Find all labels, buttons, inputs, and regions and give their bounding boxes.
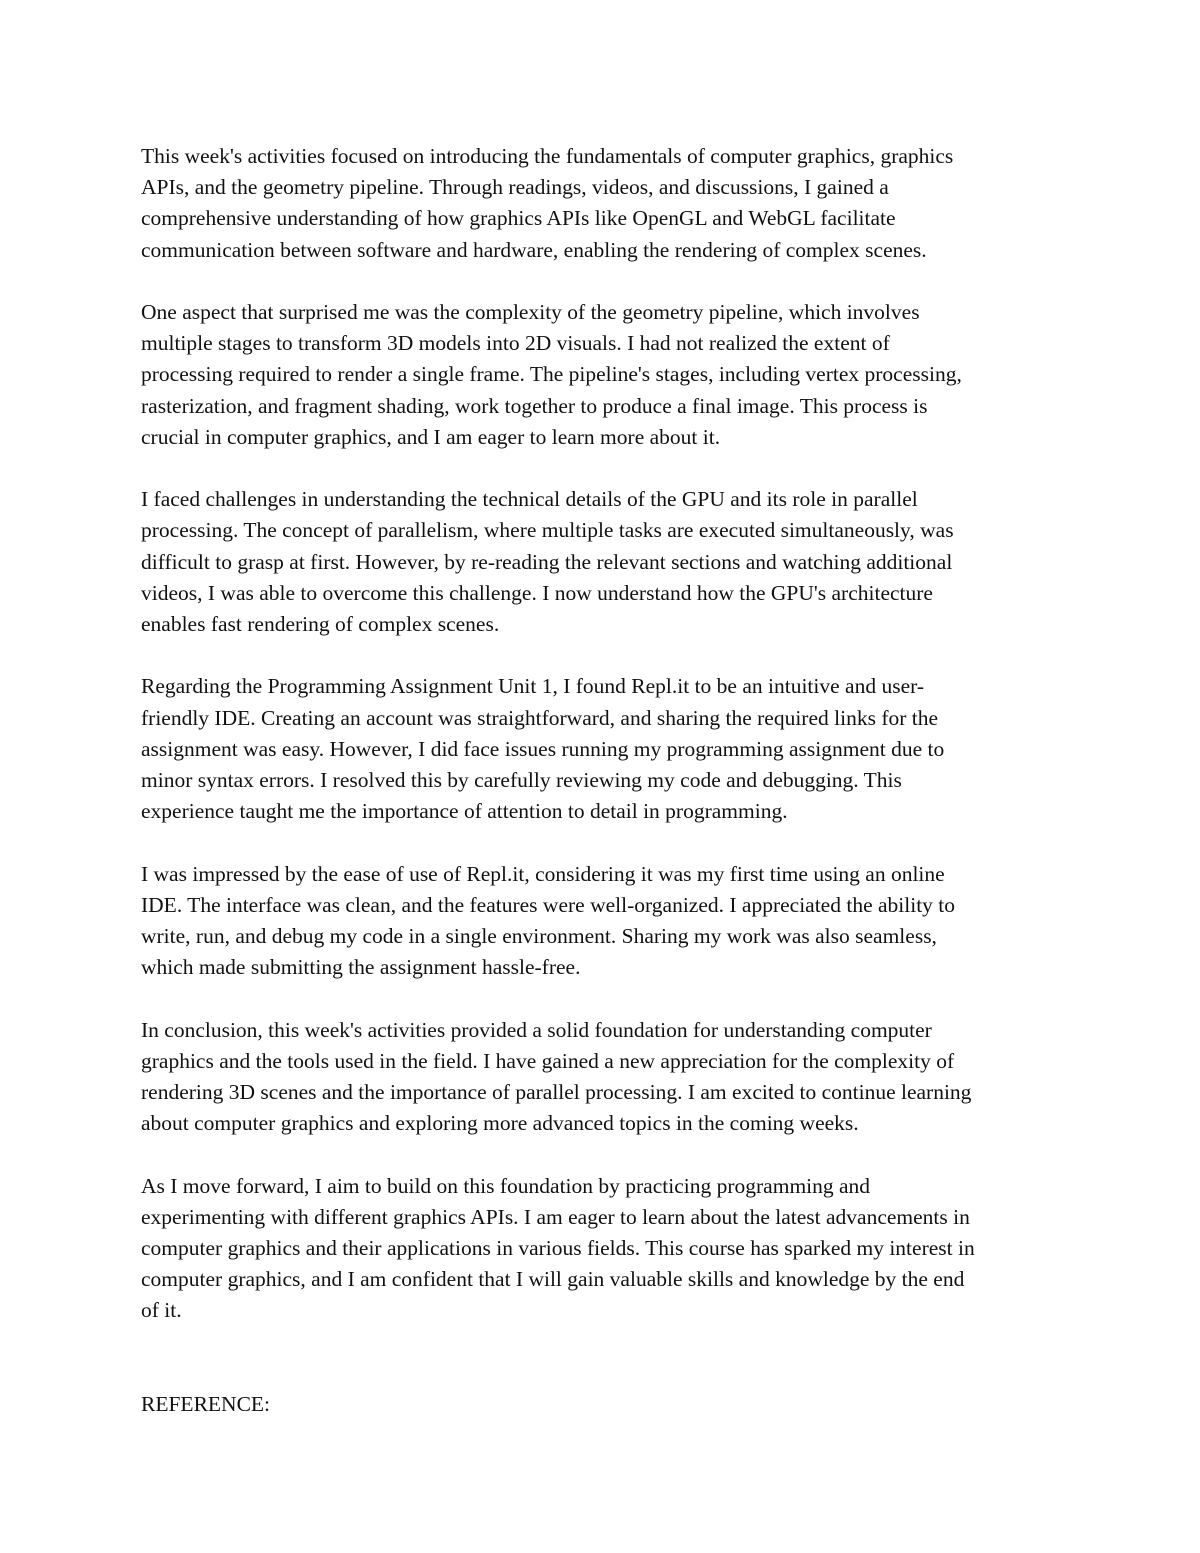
paragraph-gpu-challenges: I faced challenges in understanding the technical details of the GPU and its role in parallel processing. The concept of parallelism, where multiple tasks are executed simultaneously, was difficult to grasp at first. However, by re-reading the relevant sections and watching additional videos, I was able to overcome this challenge. I now understand how the GPU's architecture enables fast rendering of complex scenes. — [141, 487, 954, 637]
document-body — [141, 141, 1066, 1451]
paragraph-moving-forward: As I move forward, I aim to build on this foundation by practicing programming and experimenting with different graphics APIs. I am eager to learn about the latest advancements in computer graphics and their applications in various fields. This course has sparked my interest in computer graphics, and I am confident that I will gain valuable skills and knowledge by the end of it. — [141, 1173, 975, 1323]
reference-heading: REFERENCE: — [141, 1391, 271, 1416]
paragraph-programming-assignment: Regarding the Programming Assignment Unit 1, I found Repl.it to be an intuitive and user- friendly IDE. Creating an account was straightforward, and sharing the required links for the assignment was easy. However, I did face issues running my programming assignment due to minor syntax errors. I resolved this by carefully reviewing my code and debugging. This experience taught me the importance of attention to detail in programming. — [141, 674, 945, 824]
paragraph-intro: This week's activities focused on introducing the fundamentals of computer graphics, graphics APIs, and the geometry pipeline. Through readings, videos, and discussions, I gained a comprehensive understanding of how graphics APIs like OpenGL and WebGL facilitate communication between software and hardware, enabling the rendering of complex scenes. — [141, 144, 954, 262]
paragraph-conclusion: In conclusion, this week's activities provided a solid foundation for understanding computer graphics and the tools used in the field. I have gained a new appreciation for the complexity of rendering 3D scenes and the importance of parallel processing. I am excited to continue learning about computer graphics and exploring more advanced topics in the coming weeks. — [141, 1017, 972, 1136]
paragraph-replit-impressions: I was impressed by the ease of use of Repl.it, considering it was my first time using an online IDE. The interface was clean, and the features were well-organized. I appreciated the ability to write, run, and debug my code in a single environment. Sharing my work was also seamless, which made submitting the assignment hassle-free. — [141, 861, 956, 980]
paragraph-geometry-pipeline: One aspect that surprised me was the complexity of the geometry pipeline, which involves multiple stages to transform 3D models into 2D visuals. I had not realized the extent of processing required to render a single frame. The pipeline's stages, including vertex processing, rasterization, and fragment shading, work together to produce a final image. This process is crucial in computer graphics, and I am eager to learn more about it. — [141, 300, 962, 449]
